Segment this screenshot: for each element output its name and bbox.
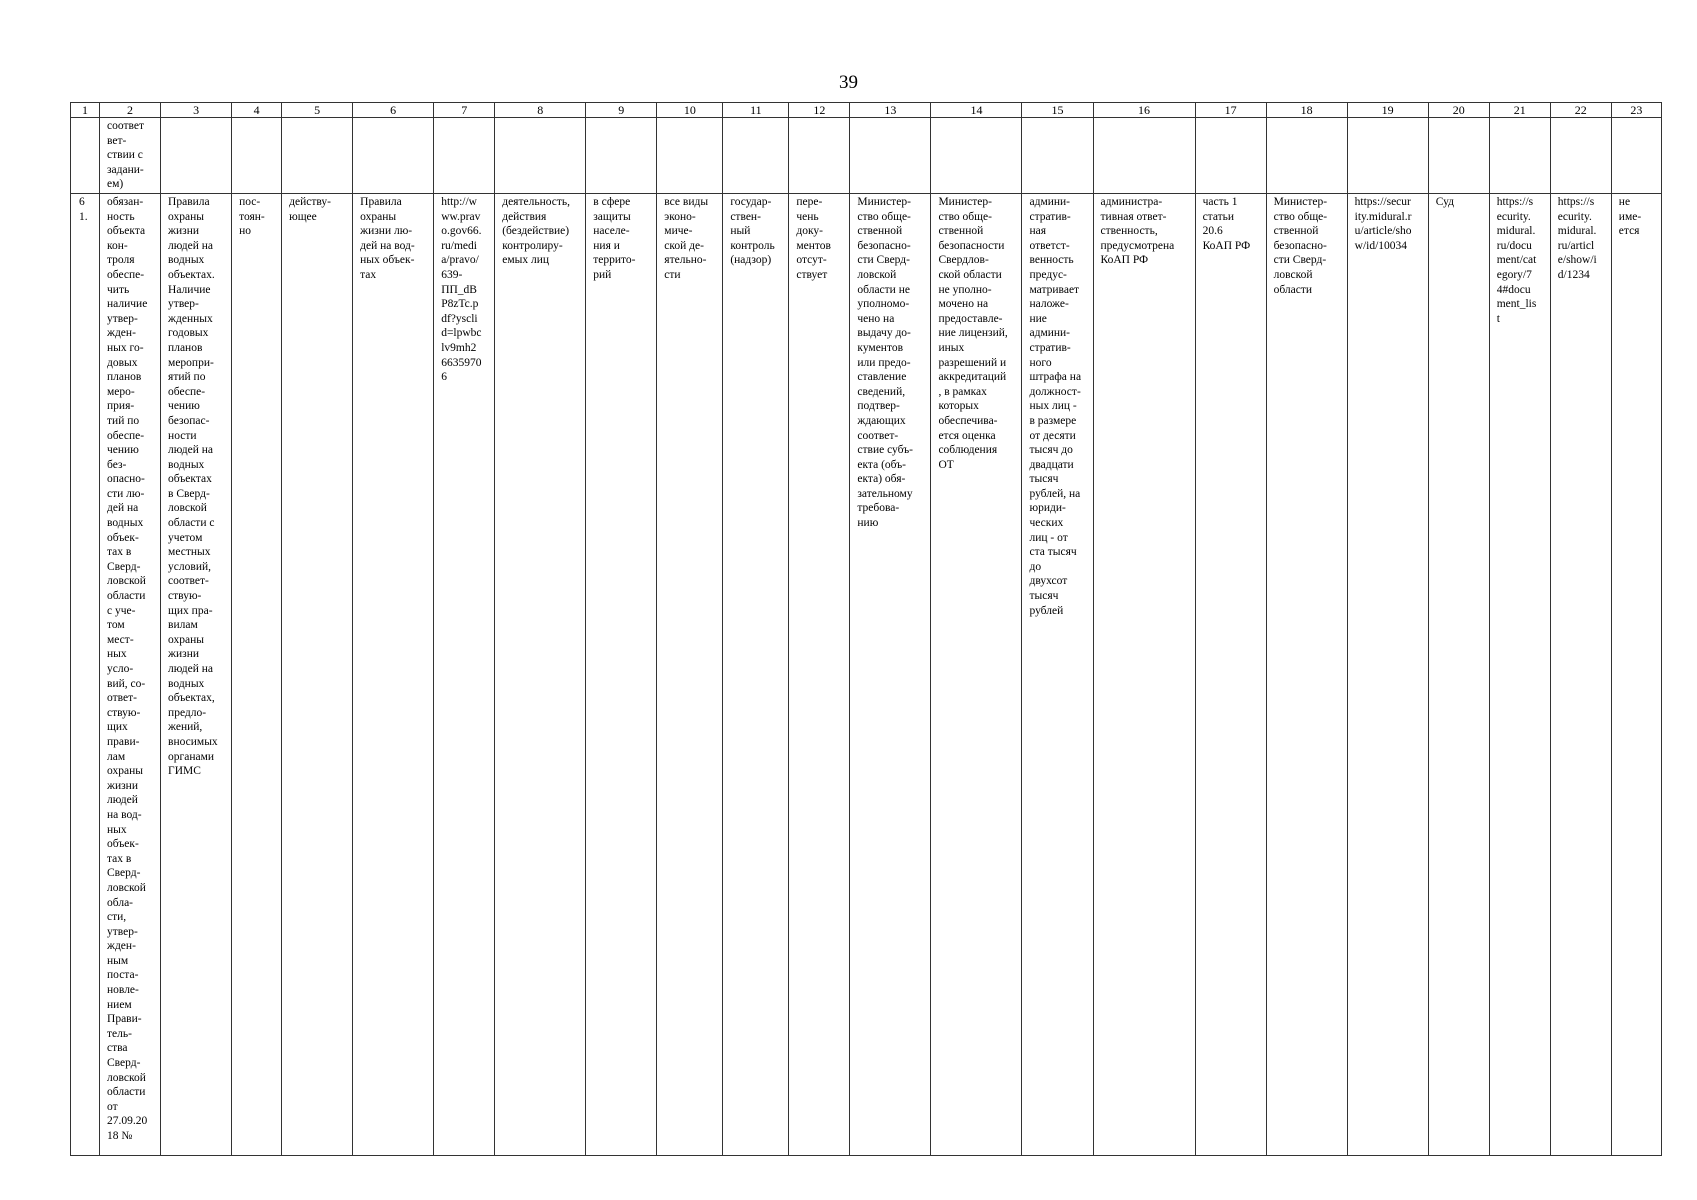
table-cell: в сфере защиты населе- ния и террито- рий [586,194,657,1156]
column-number-header: 4 [232,103,282,118]
requirement-cell: обязан- ность объекта кон- троля обеспе- чить наличие утвер- жден- ных го- довых планов меро- прия- тий по обеспе- чению без- опасно- сти лю- дей на водных объек- тах в Сверд- ловской области с уче- том мест- ных усло- вий, со- ответ- ствую- щих прави- лам охраны жизни людей на вод- ных объек- тах в Сверд- ловской обла- сти, утвер- жден- ным поста- новле- нием Прави- тель- ства Сверд- ловской области от 27.09.20 18 № [100,194,161,1156]
table-cell: соответ вет- ствии с задани- ем) [100,118,161,194]
column-number-header: 13 [850,103,931,118]
table-cell: Правила охраны жизни лю- дей на вод- ных объек- тах [353,194,434,1156]
table-cell: Министер- ство обще- ственной безопасно- сти Сверд- ловской области не уполномо- чено на выдачу до- кументов или предо- ставление сведений, подтвер- ждающих соответ- ствие субъ- екта (объ- екта) обя- зательному требова- нию [850,194,931,1156]
column-number-header: 20 [1428,103,1489,118]
table-cell: админи- стратив- ная ответст- венность предус- матривает наложе- ние админи- стратив- ного штрафа на должност- ных лиц - в размере от десяти тысяч до двадцати тысяч рублей, на юриди- ческих лиц - от ста тысяч до двухсот тысяч рублей [1022,194,1093,1156]
table-cell [232,118,282,194]
column-number-header: 17 [1195,103,1266,118]
table-cell [1093,118,1195,194]
table-cell [1347,118,1428,194]
url-cell: https://s ecurity. midural. ru/articl e/show/i d/1234 [1550,194,1611,1156]
table-cell: пос- тоян- но [232,194,282,1156]
table-cell: действу- ющее [282,194,353,1156]
table-cell [495,118,586,194]
table-cell: администра- тивная ответ- ственность, предусмотрена КоАП РФ [1093,194,1195,1156]
row-number-cell: 61. [71,194,100,1156]
table-cell: пере- чень доку- ментов отсут- ствует [789,194,850,1156]
page-number: 39 [839,72,858,93]
column-number-header: 8 [495,103,586,118]
table-cell [1550,118,1611,194]
column-number-header: 14 [931,103,1022,118]
table-cell [1489,118,1550,194]
table-cell: Суд [1428,194,1489,1156]
table-cell [723,118,789,194]
table-cell: все виды эконо- миче- ской де- ятельно- сти [657,194,723,1156]
table-cell [71,118,100,194]
table-cell: не име- ется [1611,194,1661,1156]
table-cell [586,118,657,194]
column-number-header: 19 [1347,103,1428,118]
column-number-header: 23 [1611,103,1661,118]
table-cell [1266,118,1347,194]
column-number-header: 15 [1022,103,1093,118]
table-cell [931,118,1022,194]
url-cell: https://s ecurity. midural. ru/docu ment/cat egory/7 4#docu ment_lis t [1489,194,1550,1156]
column-number-header: 22 [1550,103,1611,118]
column-number-header: 5 [282,103,353,118]
table-cell [353,118,434,194]
table-cell [1195,118,1266,194]
table-cell [434,118,495,194]
table-row-61 [71,194,1662,1156]
regulation-table [70,102,1662,1156]
table-cell [1428,118,1489,194]
table-cell: государ- ствен- ный контроль (надзор) [723,194,789,1156]
column-number-header: 18 [1266,103,1347,118]
column-number-header: 6 [353,103,434,118]
table-cell [1611,118,1661,194]
table-cell: Министер- ство обще- ственной безопасно- сти Сверд- ловской области [1266,194,1347,1156]
table-row-continuation [71,118,1662,194]
table-cell [850,118,931,194]
table-cell: Правила охраны жизни людей на водных объектах. Наличие утвер- жденных годовых планов меропри- ятий по обеспе- чению безопас- ности людей на водных объектах в Сверд- ловской области с учетом местных условий, соответ- ствую- щих пра- вилам охраны жизни людей на водных объектах, предло- жений, вносимых органами ГИМС [161,194,232,1156]
table-cell: часть 1 статьи 20.6 КоАП РФ [1195,194,1266,1156]
column-number-header: 11 [723,103,789,118]
column-number-header: 21 [1489,103,1550,118]
url-cell: http://w ww.prav o.gov66. ru/medi a/pravo/ 639- ПП_dB P8zTc.p df?yscli d=lpwbc lv9mh2 6635970 6 [434,194,495,1156]
table-cell [161,118,232,194]
column-number-header: 10 [657,103,723,118]
url-cell: https://secur ity.midural.r u/article/sho w/id/10034 [1347,194,1428,1156]
column-number-header: 16 [1093,103,1195,118]
column-number-header: 7 [434,103,495,118]
table-cell [657,118,723,194]
column-number-header: 12 [789,103,850,118]
column-number-header: 9 [586,103,657,118]
table-cell: Министер- ство обще- ственной безопасности Свердлов- ской области не уполно- мочено на предоставле- ние лицензий, иных разрешений и аккредитаций , в рамках которых обеспечива- ется оценка соблюдения ОТ [931,194,1022,1156]
table-cell [1022,118,1093,194]
column-number-header: 2 [100,103,161,118]
column-number-header: 1 [71,103,100,118]
table-cell [282,118,353,194]
table-header-row [71,103,1662,118]
column-number-header: 3 [161,103,232,118]
table-cell: деятельность, действия (бездействие) контролиру- емых лиц [495,194,586,1156]
table-cell [789,118,850,194]
